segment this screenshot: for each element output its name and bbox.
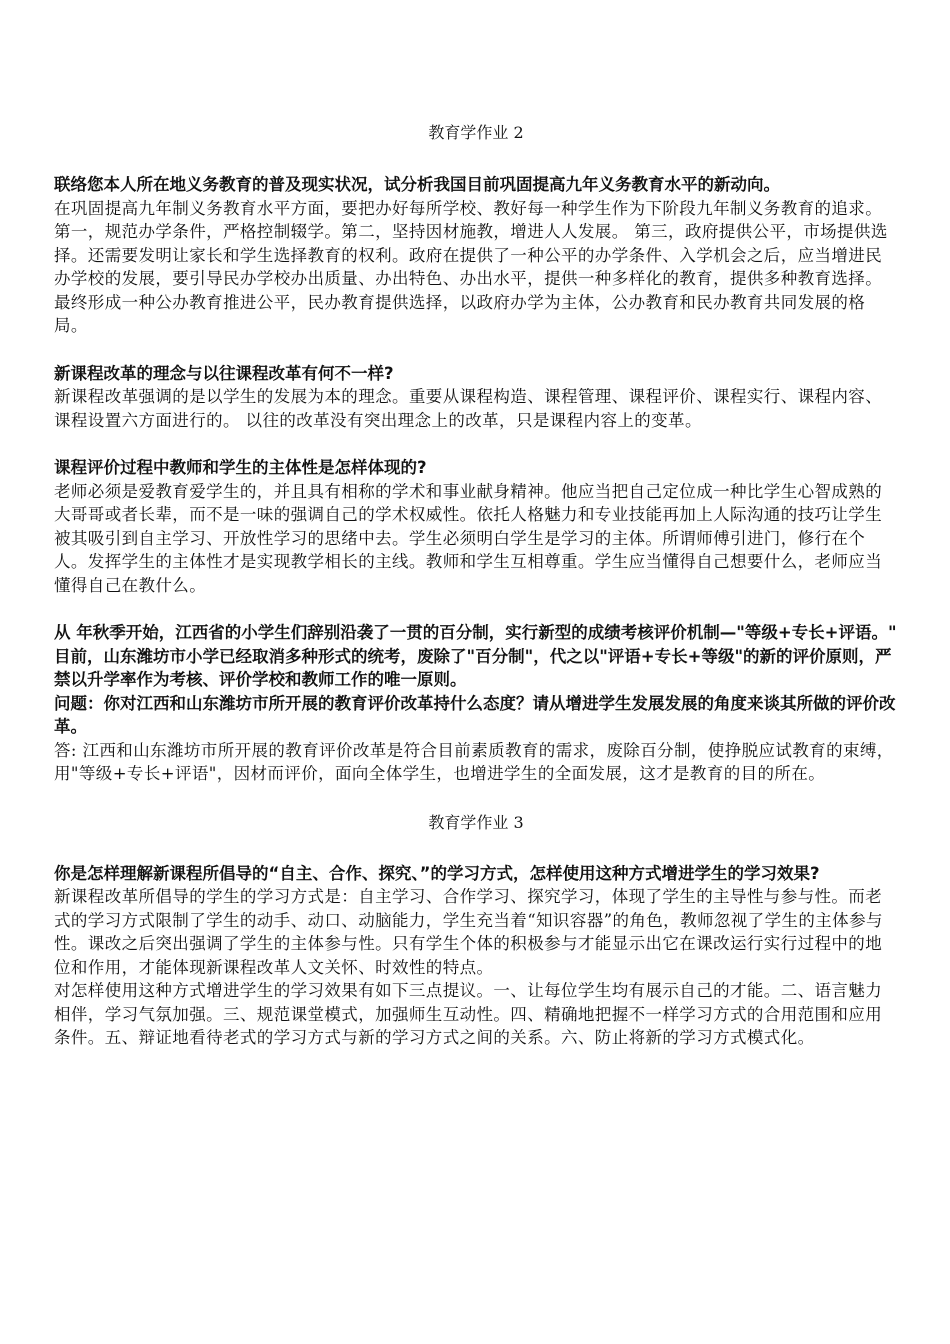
question-evaluation-reform: 问题：你对江西和山东潍坊市所开展的教育评价改革持什么态度？请从增进学生发展发展的角度来谈其所做的评价改革。 bbox=[54, 693, 896, 736]
question-curriculum-reform-concept: 新课程改革的理念与以往课程改革有何不一样? bbox=[54, 363, 394, 383]
answer-learning-methods-part2: 对怎样使用这种方式增进学生的学习效果有如下三点提议。一、让每位学生均有展示自己的才能。二、语言魅力相伴，学习气氛加强。三、规范课堂模式，加强师生互动性。四、精确地把握不一样学习方式的合用范围和应用条件。五、辩证地看待老式的学习方式与新的学习方式之间的关系。六、防止将新的学习方式模式化。 bbox=[54, 981, 883, 1047]
question-subjectivity: 课程评价过程中教师和学生的主体性是怎样体现的? bbox=[54, 458, 427, 477]
case-intro-weifang: 目前，山东潍坊市小学已经取消多种形式的统考，废除了"百分制"，代之以"评语+专长+等级"的新的评价原则，严禁以升学率作为考核、评价学校和教师工作的唯一原则。 bbox=[54, 646, 892, 689]
answer-learning-methods-part1: 新课程改革所倡导的学生的学习方式是：自主学习、合作学习、探究学习，体现了学生的主导性与参与性。而老式的学习方式限制了学生的动手、动口、动脑能力，学生充当着“知识容器”的角色，教师忽视了学生的主体参与性。课改之后突出强调了学生的主体参与性。只有学生个体的积极参与才能显示出它在课改运行实行过程中的地位和作用，才能体现新课程改革人文关怀、时效性的特点。 bbox=[54, 887, 883, 977]
homework-2-title: 教育学作业 2 bbox=[428, 123, 524, 142]
homework-3-title: 教育学作业 3 bbox=[428, 812, 524, 832]
answer-subjectivity: 老师必须是爱教育爱学生的，并且具有相称的学术和事业献身精神。他应当把自己定位成一种比学生心智成熟的大哥哥或者长辈，而不是一味的强调自己的学术权威性。依托人格魅力和专业技能再加上人际沟通的技巧让学生被其吸引到自主学习、开放性学习的思绪中去。学生必须明白学生是学习的主体。所谓师傅引进门，修行在个人。发挥学生的主体性才是实现教学相长的主线。教师和学生互相尊重。学生应当懂得自己想要什么，老师应当懂得自己在教什么。 bbox=[54, 481, 883, 595]
answer-compulsory-education: 在巩固提高九年制义务教育水平方面，要把办好每所学校、教好每一种学生作为下阶段九年制义务教育的追求。 第一，规范办学条件，严格控制辍学。第二，坚持因材施教，增进人人发展。 第三，政府提供公平，市场提供选择。还需要发明让家长和学生选择教育的权利。政府在提供了一种公平的办学条件、入学机会之后，应当增进民办学校的发展，要引导民办学校办出质量、办出特色、办出水平，提供一种多样化的教育，提供多种教育选择。最终形成一种公办教育推进公平，民办教育提供选择，以政府办学为主体，公办教育和民办教育共同发展的格局。 bbox=[54, 198, 888, 335]
question-compulsory-education: 联络您本人所在地义务教育的普及现实状况，试分析我国目前巩固提高九年义务教育水平的新动向。 bbox=[54, 175, 780, 194]
question-learning-methods: 你是怎样理解新课程所倡导的“自主、合作、探究、”的学习方式，怎样使用这种方式增进学生的学习效果? bbox=[54, 863, 820, 883]
spacer bbox=[54, 338, 898, 362]
spacer bbox=[54, 432, 898, 456]
answer-evaluation-reform: 答: 江西和山东潍坊市所开展的教育评价改革是符合目前素质教育的需求，废除百分制，使挣脱应试教育的束缚，用"等级+专长+评语"，因材而评价，面向全体学生，也增进学生的全面发展，这才是教育的目的所在。 bbox=[54, 740, 894, 783]
spacer bbox=[54, 597, 898, 621]
case-intro-jiangxi: 从 年秋季开始，江西省的小学生们辞别沿袭了一贯的百分制，实行新型的成绩考核评价机制—"等级+专长+评语。" bbox=[54, 623, 897, 642]
answer-curriculum-reform-concept: 新课程改革强调的是以学生的发展为本的理念。重要从课程构造、课程管理、课程评价、课程实行、课程内容、课程设置六方面进行的。 以往的改革没有突出理念上的改革，只是课程内容上的变革。 bbox=[54, 387, 883, 430]
